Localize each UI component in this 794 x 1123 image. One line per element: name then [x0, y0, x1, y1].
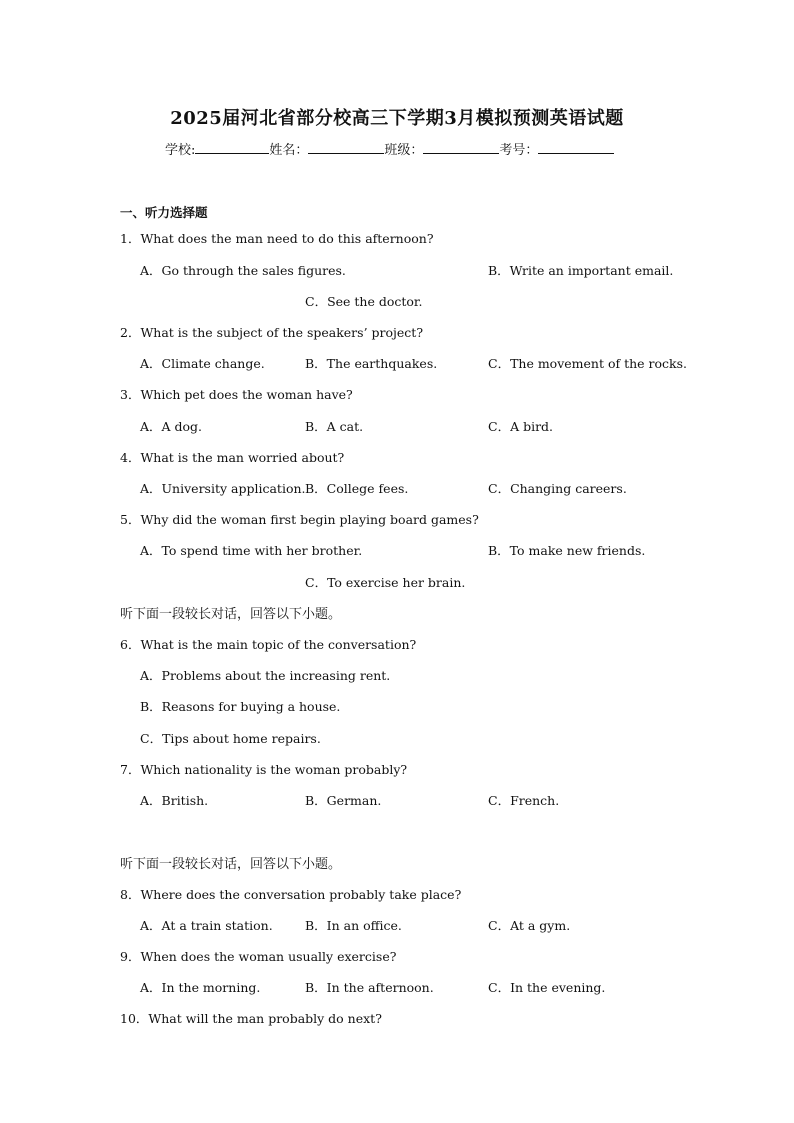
section-heading: 一、听力选择题	[120, 205, 208, 220]
page-title: 2025届河北省部分校高三下学期3月模拟预测英语试题	[170, 108, 624, 129]
option-a: A．Go through the sales figures.	[140, 263, 346, 278]
option-a: A．In the morning.	[140, 980, 261, 995]
option-c: C．Tips about home repairs.	[140, 731, 321, 746]
name-label: 姓名：	[269, 143, 309, 158]
question-stem: 2．What is the subject of the speakers’ project?	[120, 325, 424, 340]
class-blank	[423, 141, 499, 154]
school-blank	[195, 141, 269, 154]
option-b: B．Reasons for buying a house.	[140, 699, 341, 714]
question-stem: 4．What is the man worried about?	[120, 450, 345, 465]
number-blank	[538, 141, 614, 154]
option-a: A．At a train station.	[140, 918, 273, 933]
option-a: A．Climate change.	[140, 356, 265, 371]
option-b: B．College fees.	[305, 481, 409, 496]
option-a: A．A dog.	[140, 419, 203, 434]
student-info-row	[165, 139, 614, 158]
school-label: 学校:	[165, 143, 196, 158]
option-b: B．The earthquakes.	[305, 356, 438, 371]
option-b: B．German.	[305, 793, 382, 808]
question-stem: 10．What will the man probably do next?	[120, 1011, 382, 1026]
option-c: C．At a gym.	[488, 918, 571, 933]
option-c: C．See the doctor.	[305, 294, 423, 309]
question-stem: 8．Where does the conversation probably take place?	[120, 887, 462, 902]
question-stem: 1．What does the man need to do this afternoon?	[120, 231, 434, 246]
option-b: B．A cat.	[305, 419, 364, 434]
option-c: C．A bird.	[488, 419, 554, 434]
option-b: B．In an office.	[305, 918, 402, 933]
option-a: A．Problems about the increasing rent.	[140, 668, 391, 683]
class-label: 班级：	[384, 143, 424, 158]
option-a: A．To spend time with her brother.	[140, 543, 363, 558]
option-a: A．University application.	[140, 481, 306, 496]
number-label: 考号：	[499, 143, 539, 158]
option-c: C．In the evening.	[488, 980, 606, 995]
question-stem: 6．What is the main topic of the conversation?	[120, 637, 417, 652]
option-c: C．To exercise her brain.	[305, 575, 466, 590]
listening-instruction: 听下面一段较长对话，回答以下小题。	[120, 607, 342, 622]
question-stem: 7．Which nationality is the woman probably?	[120, 762, 408, 777]
option-b: B．Write an important email.	[488, 263, 674, 278]
option-c: C．Changing careers.	[488, 481, 627, 496]
question-stem: 5．Why did the woman first begin playing board games?	[120, 512, 479, 527]
question-stem: 3．Which pet does the woman have?	[120, 387, 353, 402]
question-stem: 9．When does the woman usually exercise?	[120, 949, 397, 964]
option-c: C．French.	[488, 793, 560, 808]
option-b: B．To make new friends.	[488, 543, 646, 558]
option-c: C．The movement of the rocks.	[488, 356, 687, 371]
name-blank	[308, 141, 384, 154]
option-a: A．British.	[140, 793, 209, 808]
listening-instruction: 听下面一段较长对话，回答以下小题。	[120, 857, 342, 872]
option-b: B．In the afternoon.	[305, 980, 434, 995]
